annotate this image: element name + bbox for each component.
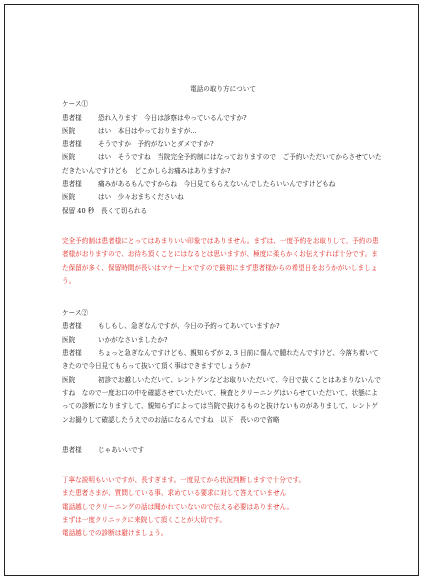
case2-line-3 xyxy=(62,347,384,374)
case1-feedback: 完全予約制は患者様にとってはあまりいい印象ではありません。まずは、一度予約をお取りして、予約の患者様がおりますので、お待ち頂くことにはなるとは思いますが、極度に柔らかくお伝えすれば十分です。また保留が多く、保留時間が長いはマナー上×ですので最初にまず患者様からの希望日をおうかがいしましょう。 xyxy=(62,236,379,285)
speaker: 医院 xyxy=(62,153,76,162)
case2-closing xyxy=(62,444,384,457)
speaker: 医院 xyxy=(62,126,76,135)
case1-heading: ケース① xyxy=(62,100,89,109)
utterance: ちょっと急ぎなんですけども、親知らずが 2, 3 日前に傷んで腫れたんですけど、今落ち着いてきたので今日見てもらって抜いて頂く事はできますでしょうか? xyxy=(62,349,379,371)
document-page xyxy=(4,4,419,576)
case2-heading: ケース② xyxy=(62,309,89,318)
speaker: 患者様 xyxy=(62,445,82,454)
feedback-line: 電話越しでの診断は避けましょう。 xyxy=(62,529,168,538)
speaker: 患者様 xyxy=(62,140,82,149)
utterance: 恐れ入ります 今日は診察はやっているんですか? xyxy=(98,113,247,122)
speaker: 医院 xyxy=(62,193,76,202)
speaker: 医院 xyxy=(62,335,76,344)
case1-line-2 xyxy=(62,125,384,138)
case2-line-2 xyxy=(62,334,384,347)
document-body xyxy=(62,83,384,541)
feedback-line: 丁寧な説明もいいですが、長すぎます。一度見てから状況判断しますで十分です。 xyxy=(62,476,306,485)
case1-line-3 xyxy=(62,138,384,151)
utterance: じゃあいいです xyxy=(98,445,145,454)
speaker: 患者様 xyxy=(62,349,82,358)
speaker: 患者様 xyxy=(62,180,82,189)
utterance: 痛みがあるもんですからね 今日見てもらえないんでしたらいいんですけどもね xyxy=(98,180,336,189)
utterance: 初診でお越しいただいて、レントゲンなどお取りいただいて、今日で抜くことはあまりないんですね なので一度お口の中を確認させていただいて、検査とクリーニングはいらせていただいて、状態によっての診断になりますして、親知らずによっては当院で抜けるものと抜けないものがありまして、レントゲンお撮りして確認したうえでのお話になるんですね 以下 長いので省略 xyxy=(62,375,381,424)
case2-feedback xyxy=(62,474,384,540)
utterance: いかがなさいましたか? xyxy=(98,335,168,344)
utterance: そうですか 予約がないとダメですか? xyxy=(98,140,214,149)
feedback-line: まずは一度クリニックに来院して頂くことが大切です。 xyxy=(62,516,226,525)
speaker: 患者様 xyxy=(62,322,82,331)
case1-line-4 xyxy=(62,151,384,178)
feedback-line: 電話越しでクリーニングの話は聞かれていないので伝える必要はありません。 xyxy=(62,502,294,511)
case1-line-1 xyxy=(62,112,384,125)
case2-line-4 xyxy=(62,374,384,427)
utterance: はい そうですね 当院完全予約制にはなっておりますので ご予約いただいてからさせていただきたいんですけども どこかしらお痛みはありますか? xyxy=(62,153,382,175)
utterance: もしもし、急ぎなんですが、今日の予約ってあいていますか? xyxy=(98,322,280,331)
case1-line-5 xyxy=(62,178,384,191)
case1-line-6 xyxy=(62,191,384,204)
utterance: はい 少々おまちくださいね xyxy=(98,193,184,202)
case2-line-1 xyxy=(62,320,384,333)
speaker: 医院 xyxy=(62,375,76,384)
page-title: 電話の取り方について xyxy=(190,85,256,93)
speaker: 患者様 xyxy=(62,113,82,122)
feedback-line: また患者さまが、質問している事、求めている要求に対して答えていません xyxy=(62,489,287,498)
case1-note: 保留 40 秒 長くて切られる xyxy=(62,206,148,215)
utterance: はい 本日はやっておりますが… xyxy=(98,126,197,135)
